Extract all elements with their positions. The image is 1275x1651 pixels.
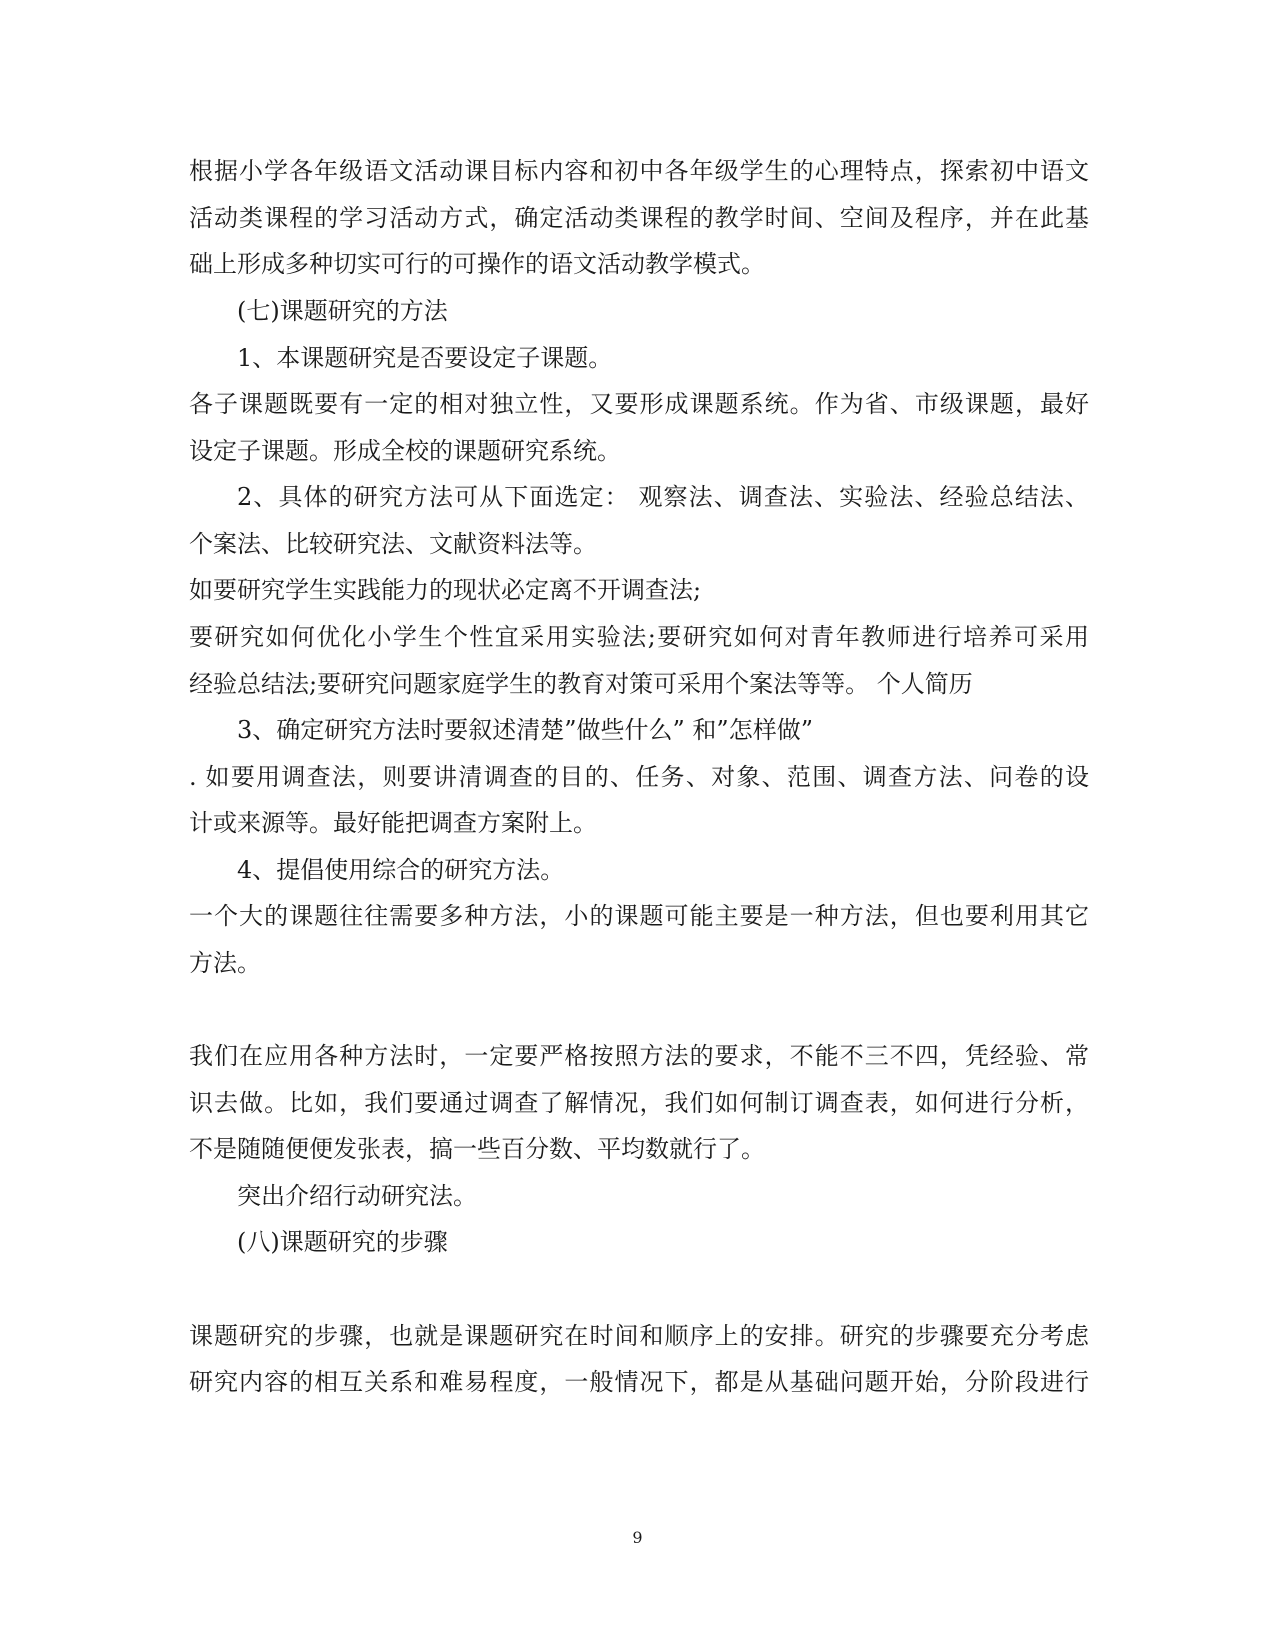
- list-item-heading: 1、本课题研究是否要设定子课题。: [237, 344, 613, 372]
- paragraph-line: 研究内容的相互关系和难易程度，一般情况下，都是从基础问题开始，分阶段进行: [189, 1368, 1089, 1396]
- list-item-heading: 2、具体的研究方法可从下面选定： 观察法、调查法、实验法、经验总结法、: [237, 483, 1089, 511]
- paragraph-line: 各子课题既要有一定的相对独立性，又要形成课题系统。作为省、市级课题，最好: [189, 390, 1089, 418]
- paragraph-line: 一个大的课题往往需要多种方法，小的课题可能主要是一种方法，但也要利用其它: [189, 902, 1089, 930]
- paragraph-line: 课题研究的步骤，也就是课题研究在时间和顺序上的安排。研究的步骤要充分考虑: [189, 1322, 1089, 1350]
- paragraph-line: 方法。: [189, 949, 261, 977]
- section-heading: (七)课题研究的方法: [237, 297, 448, 325]
- paragraph-line: 活动类课程的学习活动方式，确定活动类课程的教学时间、空间及程序，并在此基: [189, 204, 1089, 232]
- paragraph-line: 根据小学各年级语文活动课目标内容和初中各年级学生的心理特点，探索初中语文: [189, 157, 1089, 185]
- list-item-heading: 3、确定研究方法时要叙述清楚”做些什么” 和”怎样做”: [237, 716, 813, 744]
- list-item-heading: 4、提倡使用综合的研究方法。: [237, 856, 565, 884]
- paragraph-line: . 如要用调查法，则要讲清调查的目的、任务、对象、范围、调查方法、问卷的设: [189, 763, 1089, 791]
- paragraph-line: 我们在应用各种方法时，一定要严格按照方法的要求，不能不三不四，凭经验、常: [189, 1042, 1089, 1070]
- section-heading: (八)课题研究的步骤: [237, 1228, 448, 1256]
- paragraph-line: 个案法、比较研究法、文献资料法等。: [189, 530, 597, 558]
- paragraph-line: 不是随随便便发张表，搞一些百分数、平均数就行了。: [189, 1135, 765, 1163]
- paragraph-line: 计或来源等。最好能把调查方案附上。: [189, 809, 597, 837]
- paragraph-line: 突出介绍行动研究法。: [237, 1182, 477, 1210]
- paragraph-line: 经验总结法;要研究问题家庭学生的教育对策可采用个案法等等。 个人简历: [189, 670, 973, 698]
- paragraph-line: 础上形成多种切实可行的可操作的语文活动教学模式。: [189, 250, 765, 278]
- paragraph-line: 设定子课题。形成全校的课题研究系统。: [189, 437, 621, 465]
- paragraph-line: 如要研究学生实践能力的现状必定离不开调查法;: [189, 576, 702, 604]
- page-number: 9: [632, 1528, 643, 1547]
- paragraph-line: 要研究如何优化小学生个性宜采用实验法;要研究如何对青年教师进行培养可采用: [189, 623, 1089, 651]
- paragraph-line: 识去做。比如，我们要通过调查了解情况，我们如何制订调查表，如何进行分析，: [189, 1089, 1089, 1117]
